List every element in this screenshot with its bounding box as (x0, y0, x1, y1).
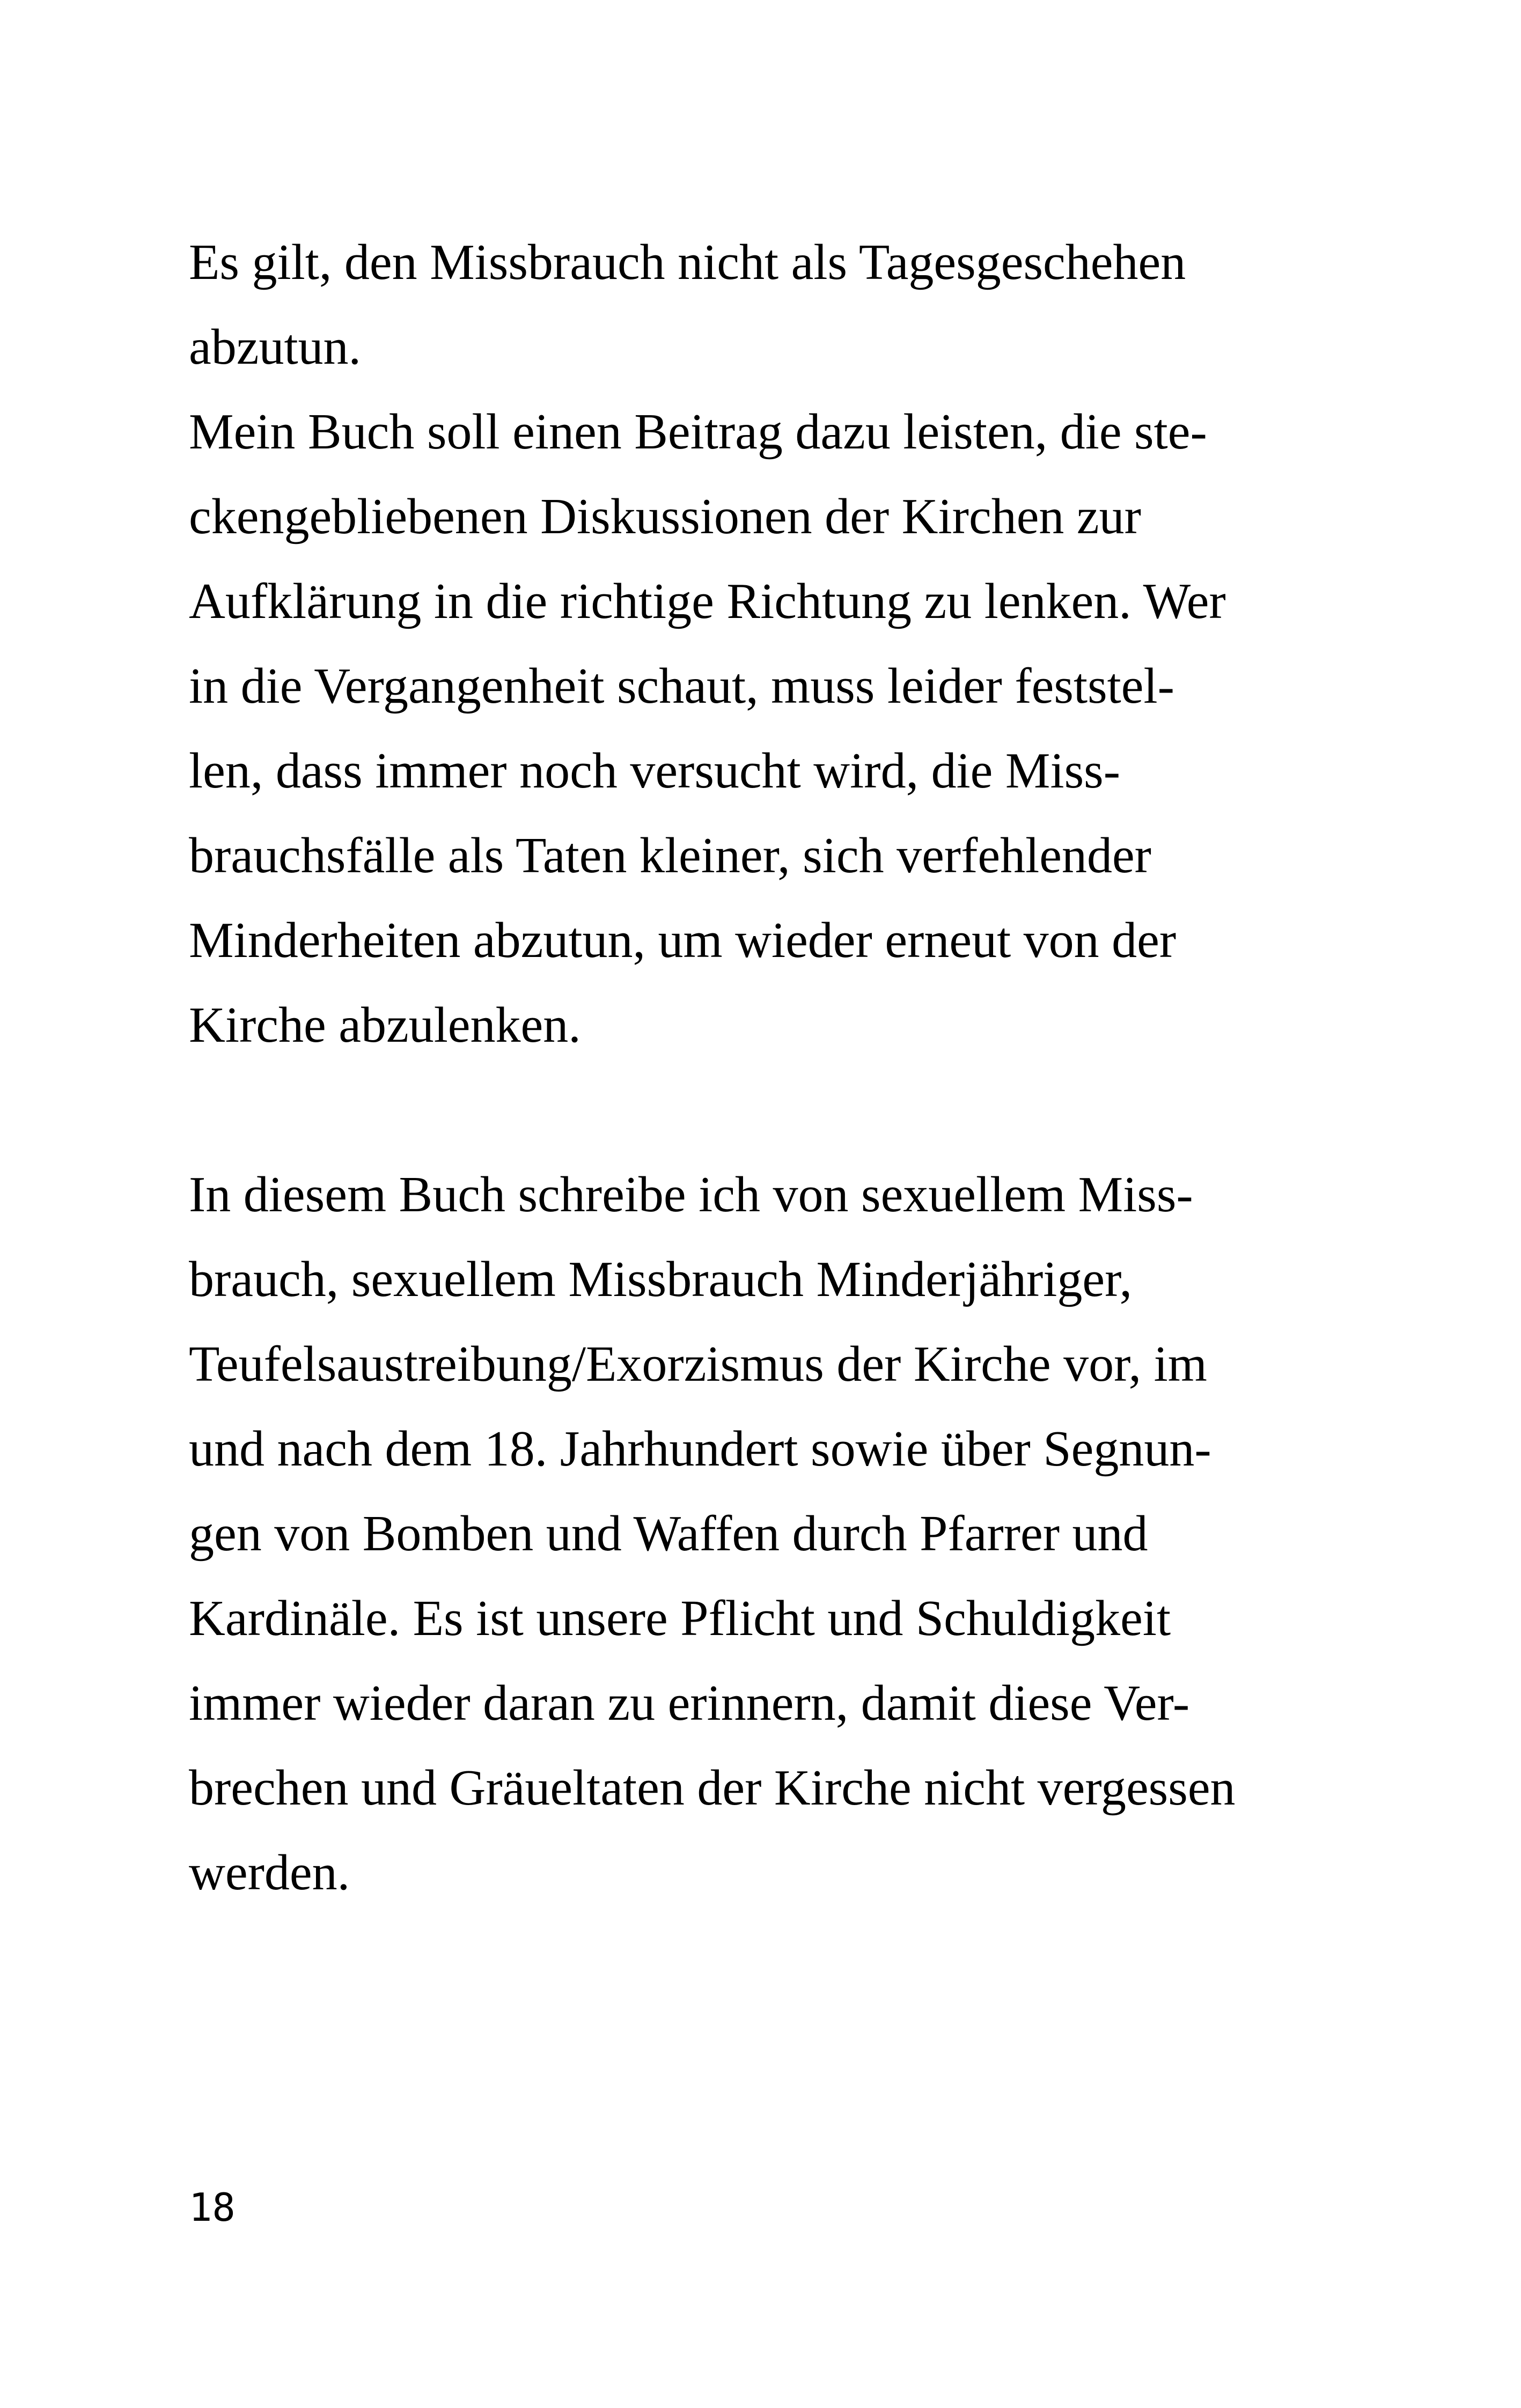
text-line: Kardinäle. Es ist unsere Pflicht und Schuldigkeit (189, 1590, 1171, 1646)
paragraph (189, 389, 1337, 1067)
text-line: Aufklärung in die richtige Richtung zu lenken. Wer (189, 573, 1226, 629)
text-line: len, dass immer noch versucht wird, die Miss- (189, 743, 1121, 799)
text-line: in die Vergangenheit schaut, muss leider feststel- (189, 658, 1174, 714)
text-line: werden. (189, 1845, 350, 1901)
text-line: immer wieder daran zu erinnern, damit diese Ver- (189, 1675, 1190, 1731)
page-number: 18 (189, 2185, 236, 2230)
text-line: Minderheiten abzutun, um wieder erneut von der (189, 912, 1177, 968)
text-line: brauchsfälle als Taten kleiner, sich verfehlender (189, 828, 1151, 883)
text-line: Kirche abzulenken. (189, 997, 581, 1053)
paragraph (189, 1152, 1337, 1915)
text-line: und nach dem 18. Jahrhundert sowie über Segnun- (189, 1421, 1211, 1477)
body-text (189, 220, 1337, 1915)
text-line: brauch, sexuellem Missbrauch Minderjähriger, (189, 1251, 1133, 1307)
text-line: gen von Bomben und Waffen durch Pfarrer und (189, 1506, 1148, 1562)
paragraph (189, 220, 1337, 389)
text-line: abzutun. (189, 319, 362, 375)
text-line: brechen und Gräueltaten der Kirche nicht vergessen (189, 1760, 1236, 1816)
text-line: ckengebliebenen Diskussionen der Kirchen zur (189, 489, 1141, 544)
text-line: Mein Buch soll einen Beitrag dazu leisten, die ste- (189, 404, 1207, 460)
text-line: In diesem Buch schreibe ich von sexuellem Miss- (189, 1167, 1193, 1223)
text-line: Es gilt, den Missbrauch nicht als Tagesgeschehen (189, 234, 1186, 290)
text-line: Teufelsaustreibung/Exorzismus der Kirche vor, im (189, 1336, 1207, 1392)
paragraph-spacer (189, 1067, 1337, 1152)
